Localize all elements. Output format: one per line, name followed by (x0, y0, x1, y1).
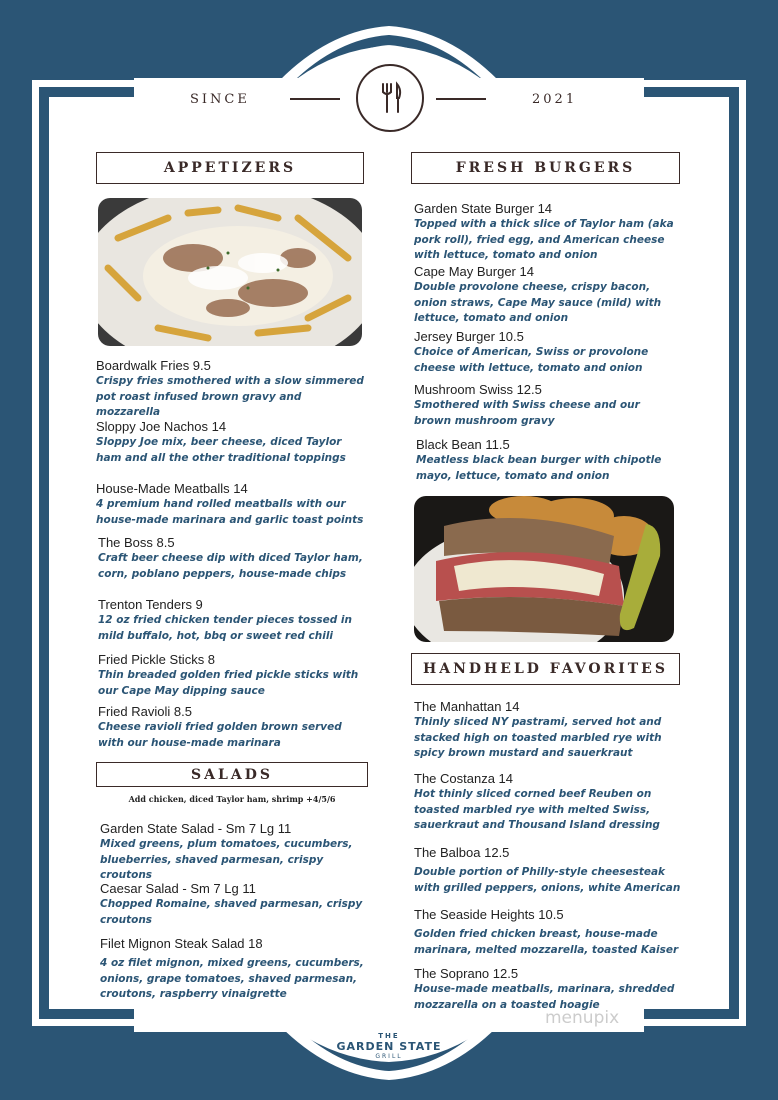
item-name: The Manhattan 14 (414, 699, 520, 714)
item-description: Meatless black bean burger with chipotle mayo, lettuce, tomato and onion (416, 454, 662, 482)
burger-item (414, 329, 684, 376)
handheld-item (414, 699, 686, 762)
item-description: Thin breaded golden fried pickle sticks with our Cape May dipping sauce (98, 669, 359, 697)
appetizers-header: APPETIZERS (96, 152, 364, 184)
item-description: Hot thinly sliced corned beef Reuben on toasted marbled rye with melted Swiss, sauerkraut and Thousand Island dressing (414, 788, 660, 831)
handheld-item (414, 966, 684, 1013)
salads-header: SALADS (96, 762, 368, 787)
salads-addon-note: Add chicken, diced Taylor ham, shrimp +4/5/6 (128, 794, 336, 804)
header-rule-left (290, 98, 340, 100)
item-name: Cape May Burger 14 (414, 264, 534, 279)
item-description: 12 oz fried chicken tender pieces tossed in mild buffalo, hot, bbq or sweet red chili (98, 614, 352, 642)
watermark: menupix (545, 1008, 620, 1028)
handheld-item (414, 845, 684, 896)
item-name: Mushroom Swiss 12.5 (414, 382, 542, 397)
item-name: Boardwalk Fries 9.5 (96, 358, 211, 373)
handheld-item (414, 907, 684, 958)
year-label: 2021 (532, 92, 578, 107)
item-description: 4 premium hand rolled meatballs with our house-made marinara and garlic toast points (96, 498, 364, 526)
item-name: The Boss 8.5 (98, 535, 175, 550)
header-rule-right (436, 98, 486, 100)
item-name: House-Made Meatballs 14 (96, 481, 248, 496)
item-description: Thinly sliced NY pastrami, served hot and stacked high on toasted marbled rye with spicy brown mustard and sauerkraut (414, 716, 662, 759)
appetizer-item (98, 652, 373, 699)
since-label: SINCE (190, 92, 250, 107)
item-description: Crispy fries smothered with a slow simmered pot roast infused brown gravy and mozzarella (96, 375, 364, 418)
appetizer-item (98, 535, 368, 582)
item-description: Chopped Romaine, shaved parmesan, crispy croutons (100, 898, 363, 926)
salad-item (100, 821, 372, 884)
brand-line-2: GARDEN STATE (336, 1040, 442, 1053)
handhelds-header: HANDHELD FAVORITES (411, 653, 680, 685)
item-description: Double provolone cheese, crispy bacon, onion straws, Cape May sauce (mild) with lettuce, tomato and onion (414, 281, 662, 324)
item-name: The Soprano 12.5 (414, 966, 519, 981)
appetizer-item (98, 704, 368, 751)
item-description: Golden fried chicken breast, house-made marinara, melted mozzarella, toasted Kaiser (414, 928, 679, 956)
burgers-header: FRESH BURGERS (411, 152, 680, 184)
item-name: Black Bean 11.5 (416, 437, 510, 452)
burger-item (416, 437, 678, 484)
item-description: Sloppy Joe mix, beer cheese, diced Taylor ham and all the other traditional toppings (96, 436, 346, 464)
item-description: Cheese ravioli fried golden brown served with our house-made marinara (98, 721, 342, 749)
appetizer-item (96, 481, 366, 528)
item-description: Smothered with Swiss cheese and our brown mushroom gravy (414, 399, 640, 427)
reuben-sandwich-photo (414, 496, 674, 642)
logo-badge (356, 64, 424, 132)
burger-item (414, 264, 684, 327)
appetizer-item (98, 597, 368, 644)
brand-logo (336, 1032, 442, 1060)
item-name: Fried Pickle Sticks 8 (98, 652, 216, 667)
item-description: Double portion of Philly-style cheesesteak with grilled peppers, onions, white American (414, 866, 681, 894)
item-description: Craft beer cheese dip with diced Taylor ham, corn, poblano peppers, house-made chips (98, 552, 363, 580)
item-name: The Costanza 14 (414, 771, 514, 786)
item-name: Garden State Burger 14 (414, 201, 553, 216)
item-description: Topped with a thick slice of Taylor ham (aka pork roll), fried egg, and American cheese with lettuce, tomato and onion (414, 218, 674, 261)
item-description: Mixed greens, plum tomatoes, cucumbers, blueberries, shaved parmesan, crispy croutons (100, 838, 353, 881)
item-name: Caesar Salad - Sm 7 Lg 11 (100, 881, 256, 896)
handheld-item (414, 771, 676, 834)
burger-item (414, 382, 676, 429)
fork-and-knife-icon (358, 66, 422, 130)
salad-item (100, 881, 372, 928)
salad-item (100, 936, 372, 1003)
item-name: The Balboa 12.5 (414, 845, 510, 860)
item-name: The Seaside Heights 10.5 (414, 907, 564, 922)
item-name: Trenton Tenders 9 (98, 597, 203, 612)
appetizer-item (96, 358, 366, 421)
boardwalk-fries-photo (98, 198, 362, 346)
item-description: House-made meatballs, marinara, shredded mozzarella on a toasted hoagie (414, 983, 675, 1011)
item-name: Jersey Burger 10.5 (414, 329, 524, 344)
burger-item (414, 201, 684, 264)
brand-line-1: THE (378, 1032, 400, 1040)
brand-line-3: GRILL (375, 1053, 403, 1060)
item-name: Filet Mignon Steak Salad 18 (100, 936, 263, 951)
item-name: Fried Ravioli 8.5 (98, 704, 192, 719)
item-name: Sloppy Joe Nachos 14 (96, 419, 227, 434)
appetizer-item (96, 419, 366, 466)
item-name: Garden State Salad - Sm 7 Lg 11 (100, 821, 292, 836)
item-description: Choice of American, Swiss or provolone cheese with lettuce, tomato and onion (414, 346, 649, 374)
item-description: 4 oz filet mignon, mixed greens, cucumbers, onions, grape tomatoes, shaved parmesan, croutons, raspberry vinaigrette (100, 957, 364, 1000)
